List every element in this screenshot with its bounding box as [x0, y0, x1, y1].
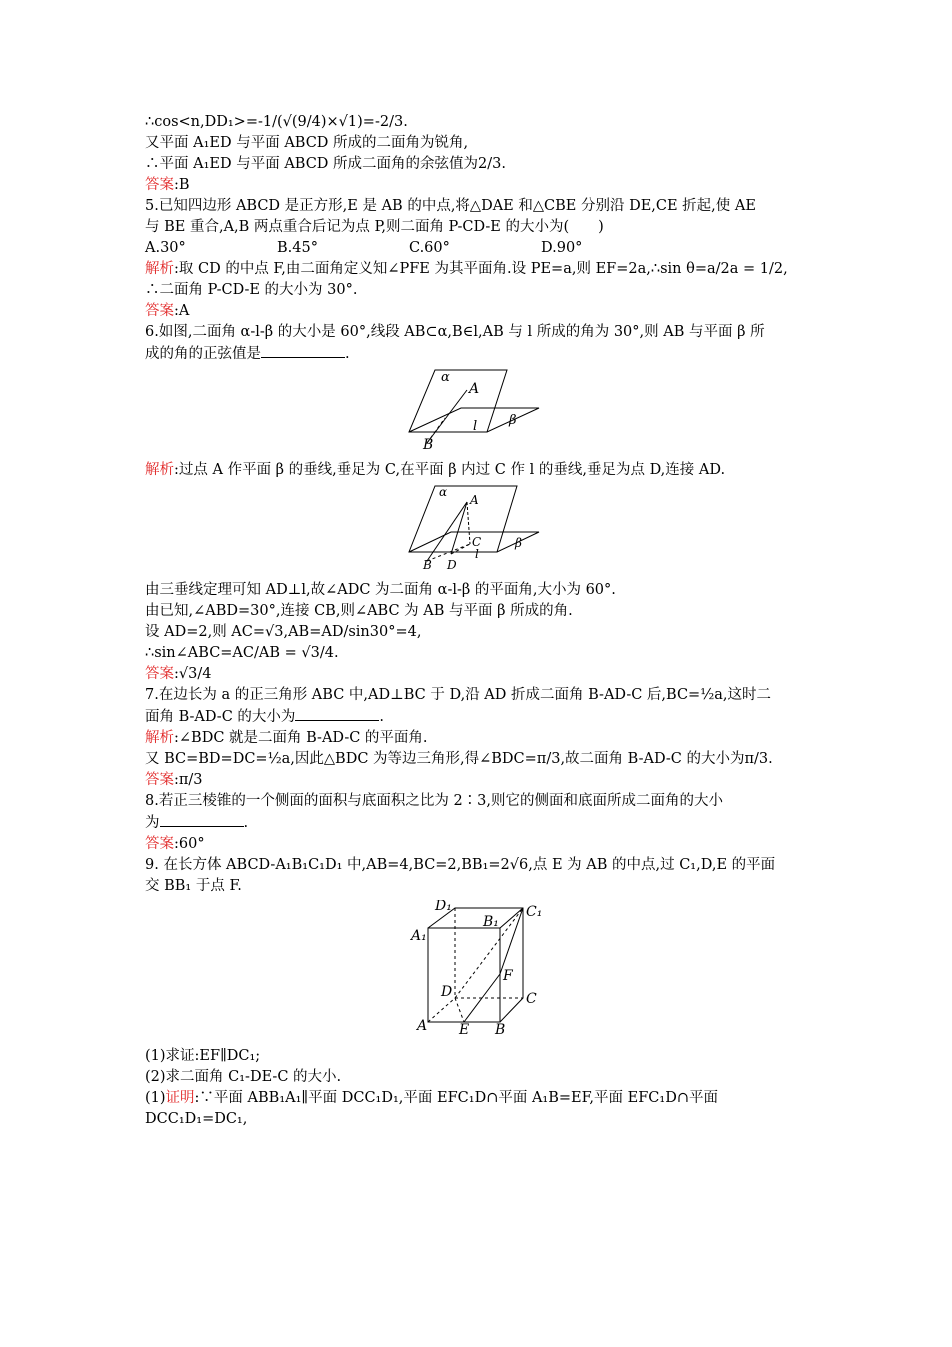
question-text: 面角 B-AD-C 的大小为	[145, 709, 296, 725]
label-A1: A₁	[411, 928, 427, 944]
solution-line	[145, 728, 815, 749]
segment-DE	[455, 998, 464, 1022]
label-D1: D₁	[435, 900, 452, 914]
question-text: 成的角的正弦值是	[145, 346, 261, 362]
segment-AB	[427, 390, 467, 443]
label-B: B	[495, 1022, 506, 1036]
label-B: B	[423, 437, 434, 450]
question-8-line: 8.若正三棱锥的一个侧面的面积与底面积之比为 2∶3,则它的侧面和底面所成二面角的大小	[145, 793, 723, 809]
label-alpha: α	[439, 485, 448, 499]
option: D.90°	[541, 240, 583, 256]
question-6-line: 成的角的正弦值是 .	[145, 343, 815, 365]
solution-text: :∠BDC 就是二面角 B-AD-C 的平面角.	[174, 730, 428, 746]
figure-dihedral-angle	[145, 368, 815, 457]
answer-line	[145, 175, 815, 196]
label-D: D	[447, 558, 457, 570]
label-A: A	[469, 381, 480, 397]
label-B1: B₁	[483, 914, 499, 930]
label-D: D	[441, 984, 453, 1000]
answer-value: :A	[174, 303, 190, 319]
label-l: l	[475, 547, 479, 561]
label-B: B	[423, 558, 432, 570]
question-5-options	[145, 238, 815, 259]
proof-line	[145, 1088, 815, 1109]
solution-text: :过点 A 作平面 β 的垂线,垂足为 C,在平面 β 内过 C 作 l 的垂线,垂足为点 D,连接 AD.	[174, 462, 726, 478]
question-8-line: 为 .	[145, 812, 815, 834]
figure-three-perpendiculars	[145, 484, 815, 577]
question-9-line: (2)求二面角 C₁-DE-C 的大小.	[145, 1069, 342, 1085]
solution-line	[145, 259, 815, 280]
question-9-line: 9. 在长方体 ABCD-A₁B₁C₁D₁ 中,AB=4,BC=2,BB₁=2√6,点 E 为 AB 的中点,过 C₁,D,E 的平面	[145, 857, 776, 873]
answer-value: :60°	[174, 836, 205, 852]
solution-line	[145, 460, 815, 481]
label-A: A	[470, 493, 479, 507]
figure-cuboid	[145, 900, 815, 1043]
solution-text: :取 CD 的中点 F,由二面角定义知∠PFE 为其平面角.设 PE=a,则 EF=2a,∴sin θ=a/2a = 1/2,	[174, 261, 788, 277]
proof-line: DCC₁D₁=DC₁,	[145, 1111, 248, 1127]
plane-alpha	[409, 370, 507, 432]
solution-line: 由三垂线定理可知 AD⊥l,故∠ADC 为二面角 α-l-β 的平面角,大小为 60°.	[145, 582, 616, 598]
back-edges	[428, 908, 523, 1022]
front-face	[428, 928, 500, 1022]
question-5-line: 5.已知四边形 ABCD 是正方形,E 是 AB 的中点,将△DAE 和△CBE 分别沿 DE,CE 折起,使 AE	[145, 198, 756, 214]
segment-AC	[467, 502, 470, 544]
question-9-line: (1)求证:EF∥DC₁;	[145, 1048, 261, 1064]
question-6-line: 6.如图,二面角 α-l-β 的大小是 60°,线段 AB⊂α,B∈l,AB 与 l 所成的角为 30°,则 AB 与平面 β 所	[145, 324, 765, 340]
plane-alpha	[409, 486, 517, 552]
label-F: F	[503, 968, 513, 984]
answer-blank	[295, 706, 379, 721]
text-line: 又平面 A₁ED 与平面 ABCD 所成的二面角为锐角,	[145, 135, 469, 151]
answer-value: :√3/4	[174, 666, 212, 682]
segment-AD	[451, 502, 467, 554]
question-5-line: 与 BE 重合,A,B 两点重合后记为点 P,则二面角 P-CD-E 的大小为( )	[145, 219, 604, 235]
answer-label: 答案	[145, 836, 174, 852]
solution-label: 解析	[145, 261, 174, 277]
label-alpha: α	[441, 370, 450, 385]
label-l: l	[473, 419, 478, 434]
solution-line: 由已知,∠ABD=30°,连接 CB,则∠ABC 为 AB 与平面 β 所成的角.	[145, 603, 573, 619]
label-beta: β	[509, 413, 517, 428]
proof-text: :∵平面 ABB₁A₁∥平面 DCC₁D₁,平面 EFC₁D∩平面 A₁B=EF,平面 EFC₁D∩平面	[194, 1090, 718, 1106]
solution-line: ∴二面角 P-CD-E 的大小为 30°.	[145, 282, 358, 298]
label-E: E	[459, 1022, 470, 1036]
answer-value: :π/3	[174, 772, 203, 788]
option: C.60°	[409, 240, 450, 256]
text-line: ∴平面 A₁ED 与平面 ABCD 所成二面角的余弦值为2/3.	[145, 156, 506, 172]
answer-label: 答案	[145, 666, 174, 682]
label-C1: C₁	[526, 904, 543, 920]
answer-value: :B	[174, 177, 190, 193]
edge-AD	[428, 998, 455, 1022]
question-7-line: 面角 B-AD-C 的大小为 .	[145, 706, 815, 728]
question-text: 为	[145, 815, 160, 831]
answer-line	[145, 664, 815, 685]
label-beta: β	[515, 536, 522, 550]
label-C: C	[472, 535, 482, 549]
solution-line: ∴sin∠ABC=AC/AB = √3/4.	[145, 645, 339, 661]
question-7-line: 7.在边长为 a 的正三角形 ABC 中,AD⊥BC 于 D,沿 AD 折成二面角 B-AD-C 后,BC=½a,这时二	[145, 687, 772, 703]
answer-line	[145, 834, 815, 855]
answer-label: 答案	[145, 303, 174, 319]
answer-label: 答案	[145, 177, 174, 193]
solution-label: 解析	[145, 730, 174, 746]
answer-blank	[160, 812, 244, 827]
document-page	[145, 112, 815, 1130]
option: A.30°	[145, 240, 186, 256]
answer-line	[145, 301, 815, 322]
question-9-line: 交 BB₁ 于点 F.	[145, 878, 242, 894]
label-C: C	[526, 991, 537, 1007]
option: B.45°	[277, 240, 318, 256]
solution-label: 解析	[145, 462, 174, 478]
solution-line: 设 AD=2,则 AC=√3,AB=AD/sin30°=4,	[145, 624, 422, 640]
label-A: A	[417, 1018, 428, 1034]
solution-line: 又 BC=BD=DC=½a,因此△BDC 为等边三角形,得∠BDC=π/3,故二面角 B-AD-C 的大小为π/3.	[145, 751, 773, 767]
proof-label: 证明	[165, 1090, 195, 1106]
text-line: ∴cos<n,DD₁>=-1/(√(9/4)×√1)=-2/3.	[145, 114, 408, 130]
answer-blank	[261, 343, 345, 358]
proof-prefix: (1)	[145, 1090, 166, 1106]
answer-label: 答案	[145, 772, 174, 788]
answer-line	[145, 770, 815, 791]
